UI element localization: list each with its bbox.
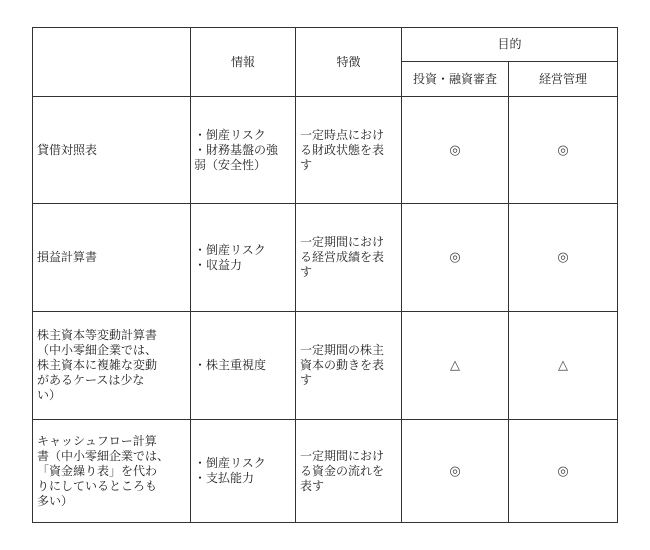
- investment-header: 投資・融資審査: [402, 62, 509, 97]
- statement-name: 損益計算書: [33, 204, 191, 312]
- feature-header: 特徴: [296, 28, 402, 97]
- table-row: [33, 420, 618, 523]
- management-mark: ◎: [509, 204, 618, 312]
- table-row: [33, 97, 618, 204]
- info-cell: ・倒産リスク ・収益力: [191, 204, 296, 312]
- purpose-header: 目的: [402, 28, 618, 62]
- feature-cell: 一定期間におけ る資金の流れを 表す: [296, 420, 402, 523]
- feature-cell: 一定期間におけ る経営成績を表 す: [296, 204, 402, 312]
- blank-header-cell: [33, 28, 191, 97]
- management-mark: ◎: [509, 97, 618, 204]
- info-cell: ・倒産リスク ・財務基盤の強 弱（安全性）: [191, 97, 296, 204]
- investment-mark: △: [402, 312, 509, 420]
- feature-cell: 一定期間の株主 資本の動きを表 す: [296, 312, 402, 420]
- table-row: [33, 204, 618, 312]
- info-cell: ・倒産リスク ・支払能力: [191, 420, 296, 523]
- info-header: 情報: [191, 28, 296, 97]
- management-header: 経営管理: [509, 62, 618, 97]
- statement-name: 貸借対照表: [33, 97, 191, 204]
- feature-cell: 一定時点におけ る財政状態を表 す: [296, 97, 402, 204]
- investment-mark: ◎: [402, 204, 509, 312]
- management-mark: △: [509, 312, 618, 420]
- investment-mark: ◎: [402, 97, 509, 204]
- info-cell: ・株主重視度: [191, 312, 296, 420]
- financial-statements-table: [32, 27, 618, 523]
- statement-name: キャッシュフロー計算 書（中小零細企業では、 「資金繰り表」を代わ りにしているところも 多い）: [33, 420, 191, 523]
- table-row: [33, 312, 618, 420]
- management-mark: ◎: [509, 420, 618, 523]
- statement-name: 株主資本等変動計算書 （中小零細企業では、 株主資本に複雑な変動 があるケースは少な い）: [33, 312, 191, 420]
- investment-mark: ◎: [402, 420, 509, 523]
